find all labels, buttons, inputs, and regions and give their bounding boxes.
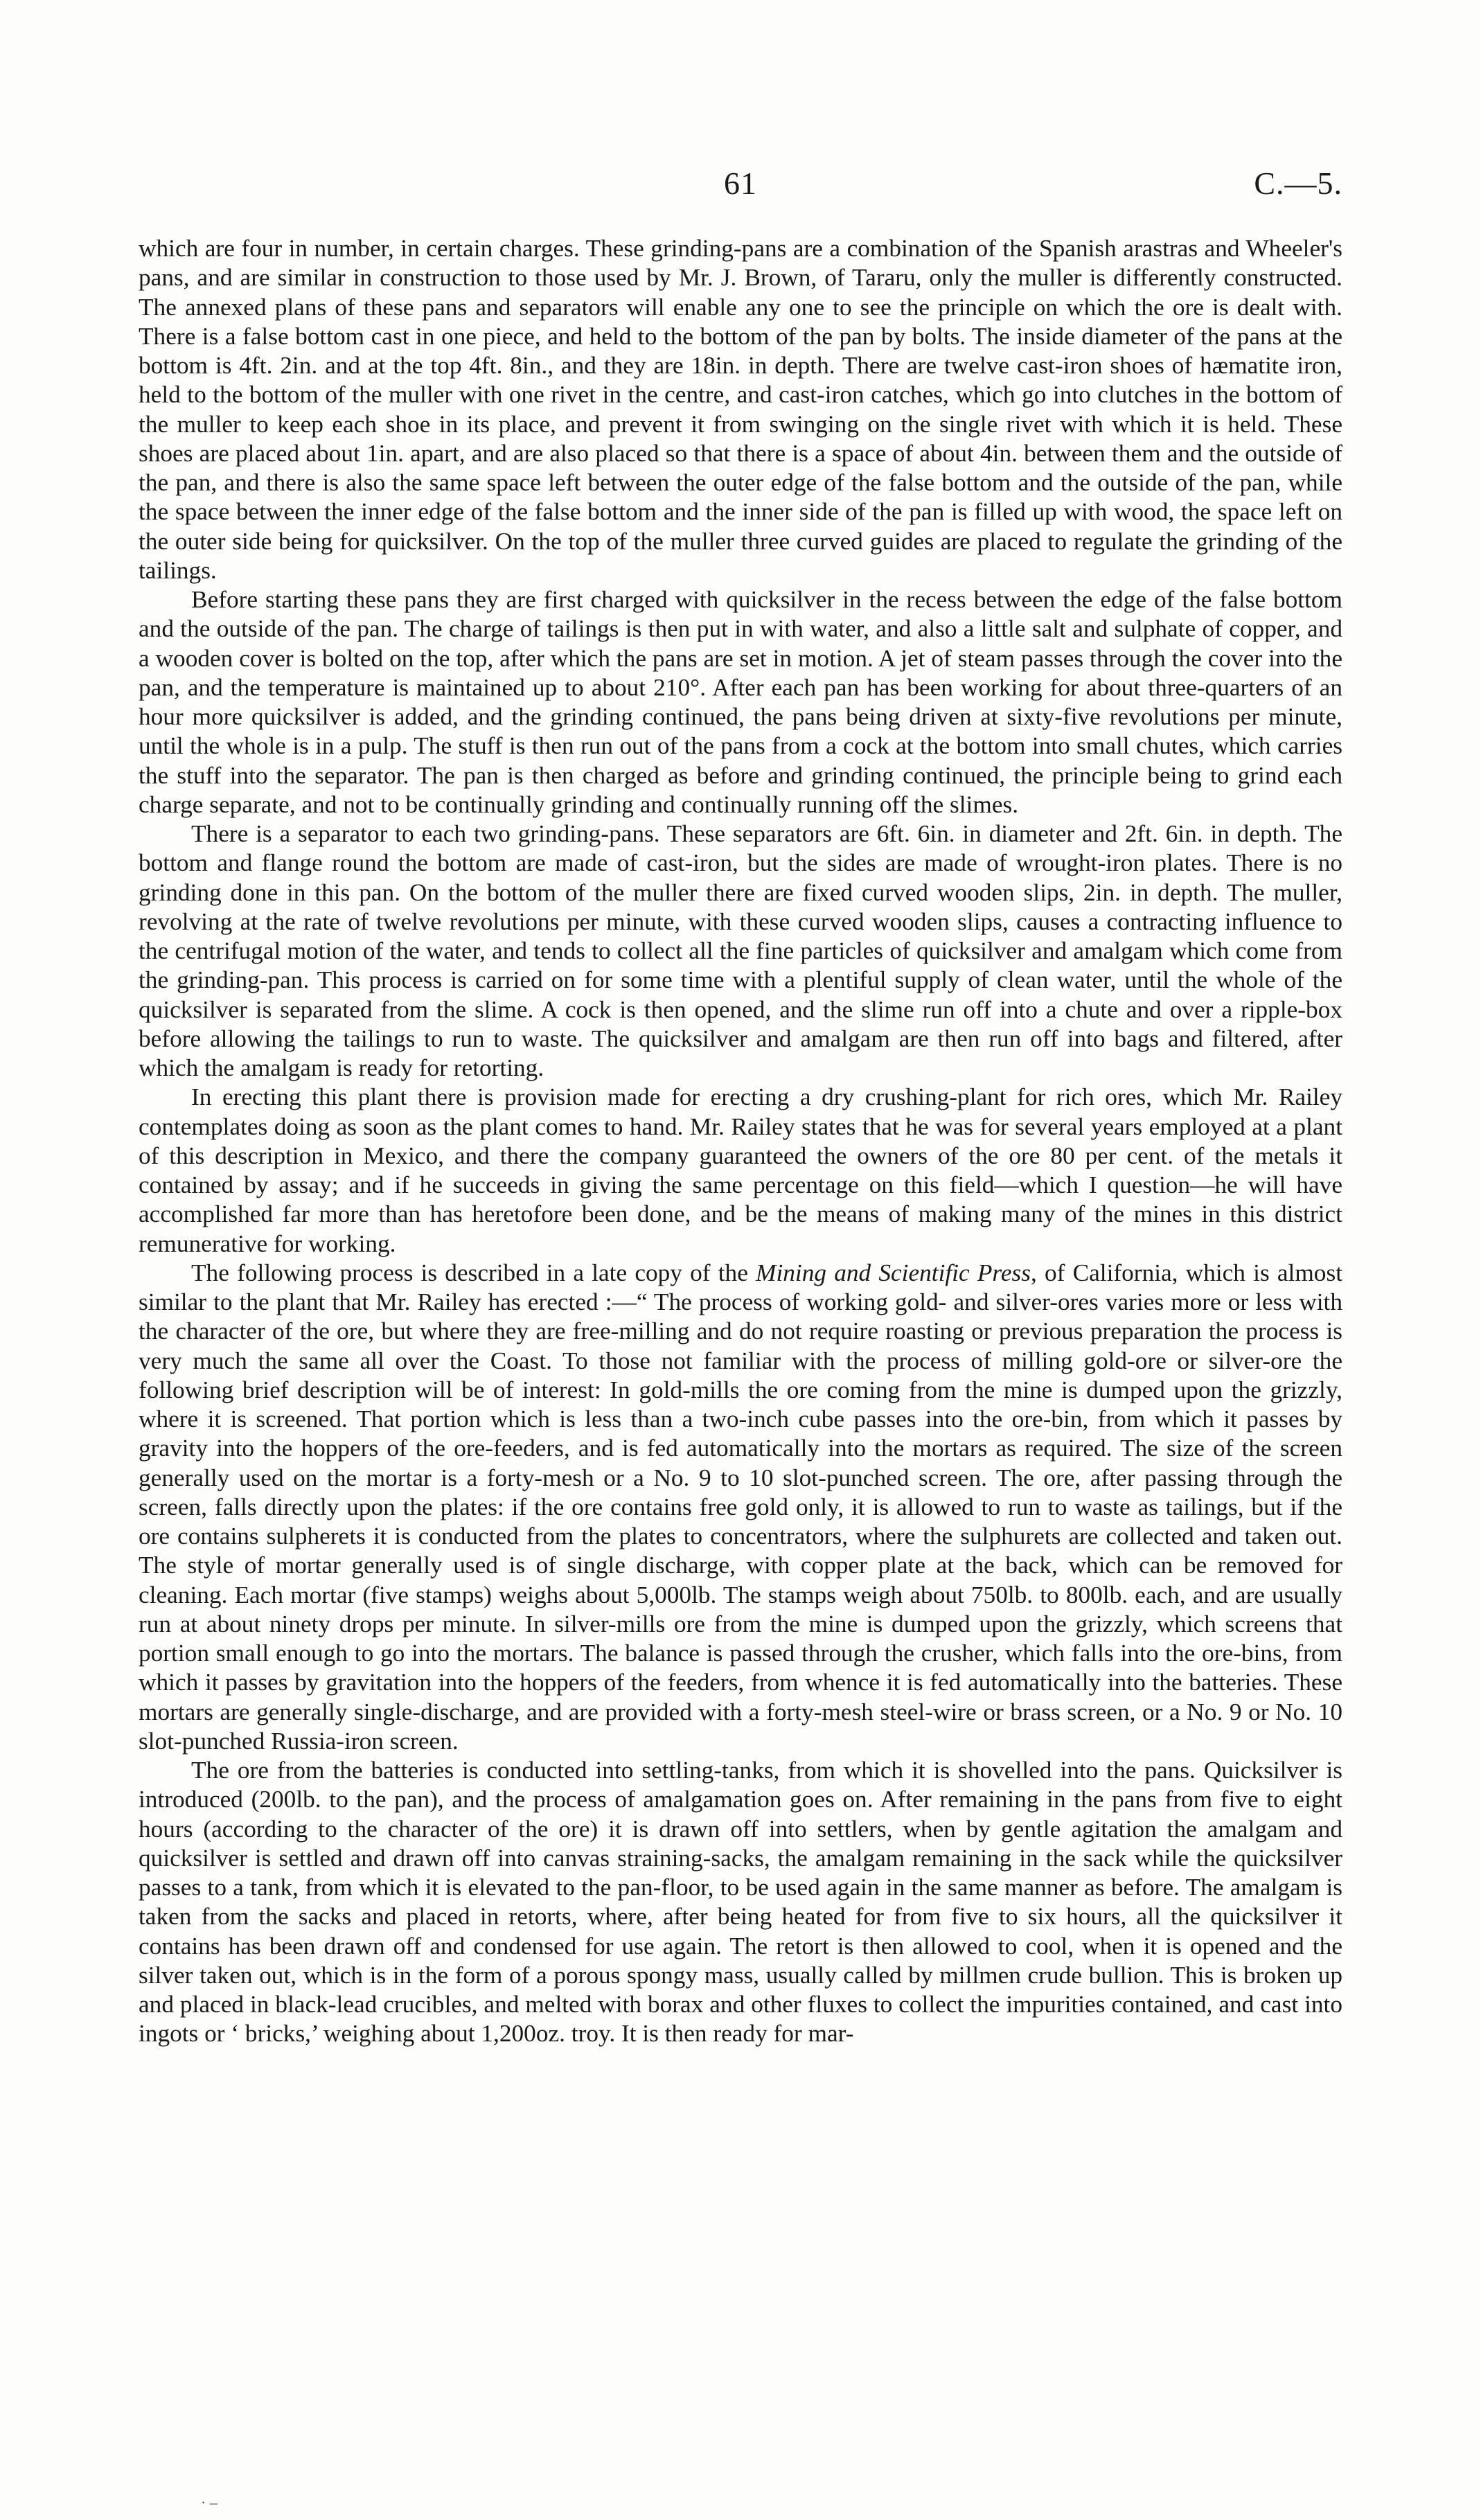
body-text xyxy=(139,234,1342,2049)
paragraph-6: The ore from the batteries is conducted into settling-tanks, from which it is shovelled into the pans. Quicksilver is introduced (200lb. to the pan), and the process of amalgamation goes on. After remaining in the pans from five to eight hours (according to the character of the ore) it is drawn off into settlers, when by gentle agitation the amalgam and quicksilver is settled and drawn off into canvas straining-sacks, the amalgam remaining in the sack while the quicksilver passes to a tank, from which it is elevated to the pan-floor, to be used again in the same manner as before. The amalgam is taken from the sacks and placed in retorts, where, after being heated for from five to six hours, all the quicksilver it contains has been drawn off and condensed for use again. The retort is then allowed to cool, when it is opened and the silver taken out, which is in the form of a porous spongy mass, usually called by millmen crude bullion. This is broken up and placed in black-lead crucibles, and melted with borax and other fluxes to collect the impurities contained, and cast into ingots or ‘ bricks,’ weighing about 1,200oz. troy. It is then ready for mar- xyxy=(139,1757,1342,2048)
paragraph-5 xyxy=(139,1259,1342,1756)
paragraph-2: Before starting these pans they are first charged with quicksilver in the recess between the edge of the false bottom and the outside of the pan. The charge of tailings is then put in with water, and also a little salt and sulphate of copper, and a wooden cover is bolted on the top, after which the pans are set in motion. A jet of steam passes through the cover into the pan, and the temperature is maintained up to about 210°. After each pan has been working for about three-quarters of an hour more quicksilver is added, and the grinding continued, the pans being driven at sixty-five revolutions per minute, until the whole is in a pulp. The stuff is then run out of the pans from a cock at the bottom into small chutes, which carries the stuff into the separator. The pan is then charged as before and grinding continued, the principle being to grind each charge separate, and not to be continually grinding and continually running off the slimes. xyxy=(139,586,1342,818)
page-header xyxy=(139,165,1342,213)
document-reference: C.—5. xyxy=(1254,166,1342,201)
paragraph-3: There is a separator to each two grinding-pans. These separators are 6ft. 6in. in diameter and 2ft. 6in. in depth. The bottom and flange round the bottom are made of cast-iron, but the sides are made of wrought-iron plates. There is no grinding done in this pan. On the bottom of the muller there are fixed curved wooden slips, 2in. in depth. The muller, revolving at the rate of twelve revolutions per minute, with these curved wooden slips, causes a contracting influence to the centrifugal motion of the water, and tends to collect all the fine particles of quicksilver and amalgam which come from the grinding-pan. This process is carried on for some time with a plentiful supply of clean water, until the whole of the quicksilver is separated from the slime. A cock is then opened, and the slime run off into a chute and over a ripple-box before allowing the tailings to run to waste. The quicksilver and amalgam are then run off into bags and filtered, after which the amalgam is ready for retorting. xyxy=(139,820,1342,1081)
paragraph-5-text-before: The following process is described in a late copy of the xyxy=(191,1259,756,1286)
publication-title: Mining and Scientific Press xyxy=(756,1259,1031,1286)
paragraph-1: which are four in number, in certain charges. These grinding-pans are a combination of the Spanish arastras and Wheeler's pans, and are similar in construction to those used by Mr. J. Brown, of Tararu, only the muller is differently constructed. The annexed plans of these pans and separators will enable any one to see the principle on which the ore is dealt with. There is a false bottom cast in one piece, and held to the bottom of the pan by bolts. The inside diameter of the pans at the bottom is 4ft. 2in. and at the top 4ft. 8in., and they are 18in. in depth. There are twelve cast-iron shoes of hæmatite iron, held to the bottom of the muller with one rivet in the centre, and cast-iron catches, which go into clutches in the bottom of the muller to keep each shoe in its place, and prevent it from swinging on the single rivet with which it is held. These shoes are placed about 1in. apart, and are also placed so that there is a space of about 4in. between them and the outside of the pan, and there is also the same space left between the outer edge of the false bottom and the outside of the pan, while the space between the inner edge of the false bottom and the inner side of the pan is filled up with wood, the space left on the outer side being for quicksilver. On the top of the muller three curved guides are placed to regulate the grinding of the tailings. xyxy=(139,235,1342,584)
paragraph-5-text-after: , of California, which is almost similar to the plant that Mr. Railey has erected :—“ The process of working gold- and silver-ores varies more or less with the character of the ore, but where they are free-milling and do not require roasting or previous preparation the process is very much the same all over the Coast. To those not familiar with the process of milling gold-ore or silver-ore the following brief description will be of interest: In gold-mills the ore coming from the mine is dumped upon the grizzly, where it is screened. That portion which is less than a two-inch cube passes into the ore-bin, from which it passes by gravity into the hoppers of the ore-feeders, and is fed automatically into the mortars as required. The size of the screen generally used on the mortar is a forty-mesh or a No. 9 to 10 slot-punched screen. The ore, after passing through the screen, falls directly upon the plates: if the ore contains free gold only, it is allowed to run to waste as tailings, but if the ore contains sulpherets it is conducted from the plates to concentrators, where the sulphurets are collected and taken out. The style of mortar generally used is of single discharge, with copper plate at the back, which can be removed for cleaning. Each mortar (five stamps) weighs about 5,000lb. The stamps weigh about 750lb. to 800lb. each, and are usually run at about ninety drops per minute. In silver-mills ore from the mine is dumped upon the grizzly, which screens that portion small enough to go into the mortars. The balance is passed through the crusher, which falls into the ore-bins, from which it passes by gravitation into the hoppers of the feeders, from whence it is fed automatically into the batteries. These mortars are generally single-discharge, and are provided with a forty-mesh steel-wire or brass screen, or a No. 9 or No. 10 slot-punched Russia-iron screen. xyxy=(139,1259,1342,1755)
footer-marks: · ‒ xyxy=(201,2494,218,2511)
page-number: 61 xyxy=(724,166,757,201)
paragraph-4: In erecting this plant there is provision made for erecting a dry crushing-plant for rich ores, which Mr. Railey contemplates doing as soon as the plant comes to hand. Mr. Railey states that he was for several years employed at a plant of this description in Mexico, and there the company guaranteed the owners of the ore 80 per cent. of the metals it contained by assay; and if he succeeds in giving the same percentage on this field—which I question—he will have accomplished far more than has heretofore been done, and be the means of making many of the mines in this district remunerative for working. xyxy=(139,1083,1342,1257)
